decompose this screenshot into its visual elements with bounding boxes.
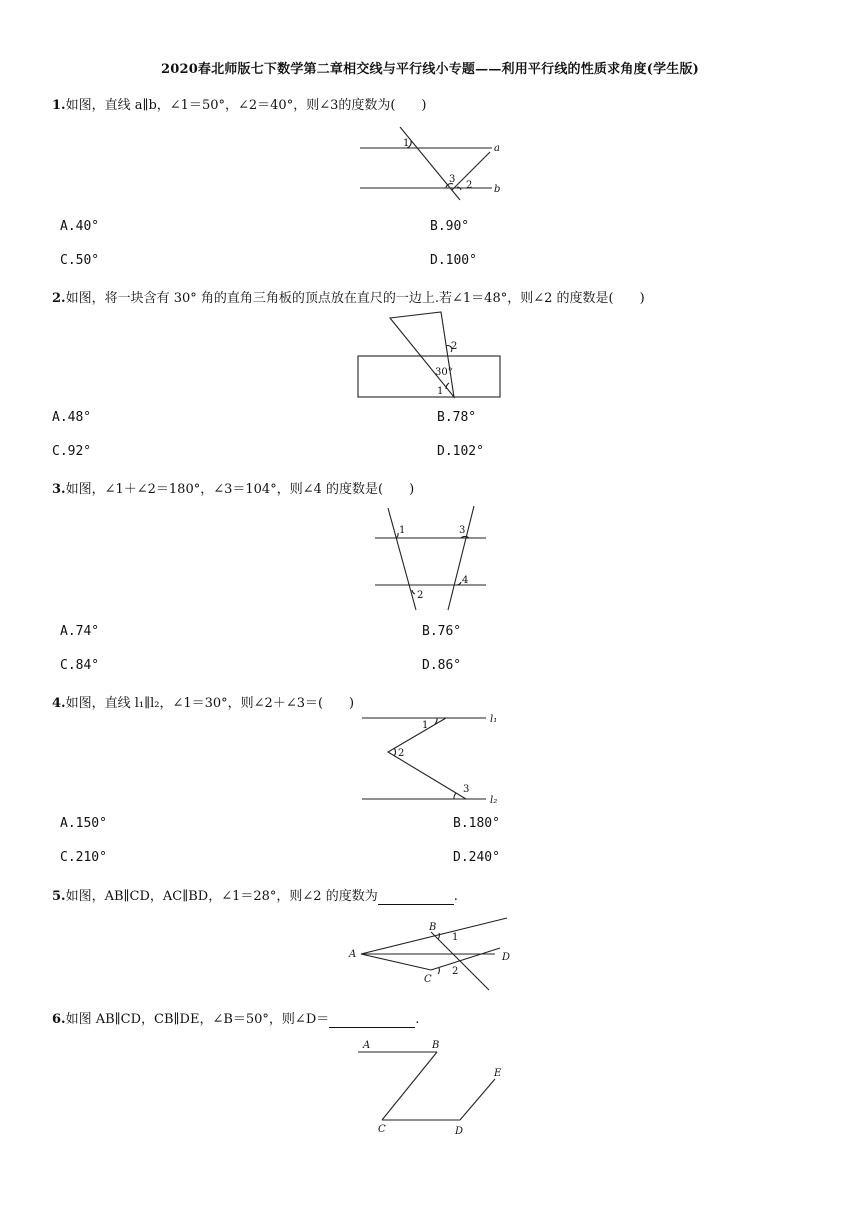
option-b: B.180°: [453, 816, 500, 831]
question-number: 4.: [52, 696, 66, 711]
fig3-label-3: 3: [459, 525, 466, 536]
fig6-label-D: D: [455, 1126, 464, 1137]
fig1-label-1: 1: [403, 138, 410, 149]
figure-3-four-lines: [370, 502, 490, 614]
question-4: [52, 692, 354, 711]
figure-6-zigzag: [355, 1036, 515, 1142]
page-title: 2020春北师版七下数学第二章相交线与平行线小专题——利用平行线的性质求角度(学生版): [160, 62, 700, 77]
question-1: [52, 94, 427, 113]
fig5-label-2: 2: [452, 966, 459, 977]
option-d: D.240°: [453, 850, 500, 865]
fig1-label-2: 2: [466, 180, 473, 191]
fig1-label-b: b: [494, 184, 501, 195]
fig2-label-2: 2: [451, 341, 458, 352]
fig5-label-C: C: [424, 974, 432, 985]
fig4-label-l2: l₂: [490, 795, 498, 806]
question-text: 如图 AB∥CD，CB∥DE，∠B＝50°，则∠D＝: [65, 1012, 330, 1027]
option-b: B.76°: [422, 624, 462, 639]
fig4-label-1: 1: [422, 720, 429, 731]
option-a: A.48°: [52, 410, 92, 425]
question-end: .: [415, 1012, 420, 1027]
fig1-label-3: 3: [449, 174, 456, 185]
question-5: [52, 885, 458, 905]
option-c: C.210°: [60, 850, 107, 865]
fig2-label-30: 30°: [435, 367, 453, 378]
option-d: D.100°: [430, 253, 477, 268]
question-number: 2.: [52, 291, 66, 306]
question-text: 如图，AB∥CD，AC∥BD，∠1＝28°，则∠2 的度数为: [65, 889, 378, 904]
question-text: 如图，直线 l₁∥l₂，∠1＝30°，则∠2＋∠3＝( ): [65, 696, 355, 711]
figure-2-triangle-ruler: [355, 308, 505, 400]
option-c: C.50°: [60, 253, 100, 268]
fig6-label-E: E: [494, 1068, 502, 1079]
fig5-label-A: A: [349, 949, 357, 960]
option-b: B.78°: [437, 410, 477, 425]
figure-1-parallel-lines: [350, 122, 520, 202]
fig1-label-a: a: [494, 143, 500, 154]
fig4-label-l1: l₁: [490, 714, 498, 725]
fig6-label-A: A: [363, 1040, 371, 1051]
question-2: [52, 287, 645, 306]
fig2-label-1: 1: [437, 386, 444, 397]
fig5-label-D: D: [502, 952, 511, 963]
option-b: B.90°: [430, 219, 470, 234]
fig6-label-B: B: [432, 1040, 440, 1051]
option-a: A.40°: [60, 219, 100, 234]
fig3-label-1: 1: [399, 525, 406, 536]
fig4-label-2: 2: [398, 748, 405, 759]
question-number: 5.: [52, 889, 66, 904]
figure-5-parallelogram: [345, 912, 515, 992]
figure-4-zigzag: [358, 710, 508, 810]
option-c: C.84°: [60, 658, 100, 673]
question-6: [52, 1008, 419, 1028]
question-text: 如图，直线 a∥b，∠1＝50°，∠2＝40°，则∠3的度数为( ): [65, 98, 427, 113]
question-end: .: [453, 889, 458, 904]
fig4-label-3: 3: [463, 784, 470, 795]
option-c: C.92°: [52, 444, 92, 459]
option-d: D.102°: [437, 444, 484, 459]
question-number: 1.: [52, 98, 66, 113]
fig6-label-C: C: [378, 1124, 386, 1135]
fig3-label-2: 2: [417, 590, 424, 601]
fig5-label-1: 1: [452, 932, 459, 943]
option-a: A.150°: [60, 816, 107, 831]
question-number: 6.: [52, 1012, 66, 1027]
answer-blank[interactable]: [329, 1012, 415, 1028]
option-d: D.86°: [422, 658, 462, 673]
option-a: A.74°: [60, 624, 100, 639]
question-3: [52, 478, 414, 497]
question-text: 如图，将一块含有 30° 角的直角三角板的顶点放在直尺的一边上.若∠1＝48°，则∠2 的度数是( ): [65, 291, 645, 306]
fig3-label-4: 4: [462, 575, 469, 586]
answer-blank[interactable]: [378, 889, 454, 905]
question-number: 3.: [52, 482, 66, 497]
fig5-label-B: B: [429, 922, 437, 933]
question-text: 如图，∠1＋∠2＝180°，∠3＝104°，则∠4 的度数是( ): [65, 482, 415, 497]
